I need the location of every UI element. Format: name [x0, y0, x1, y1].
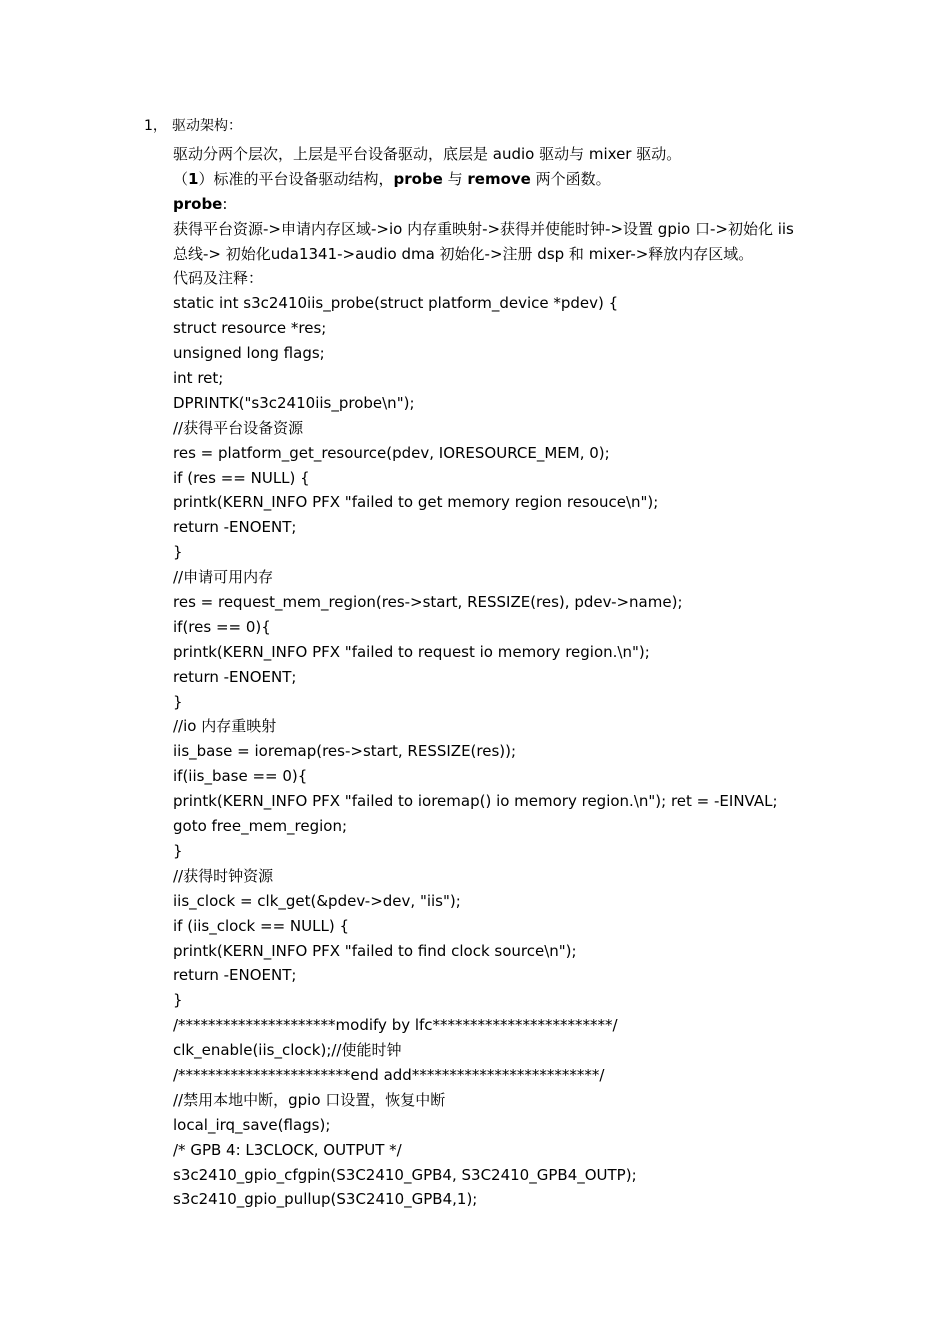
structure-number: 1 — [188, 169, 199, 188]
code-line: printk(KERN_INFO PFX "failed to get memory region resouce\n"); — [173, 493, 659, 512]
code-line: //禁用本地中断，gpio 口设置，恢复中断 — [173, 1090, 446, 1109]
section-heading — [144, 116, 242, 136]
probe-label-text: probe — [173, 194, 223, 213]
code-line: printk(KERN_INFO PFX "failed to find clock source\n"); — [173, 941, 577, 960]
section-title: 驱动架构： — [172, 118, 242, 134]
section-number: 1， — [144, 118, 167, 134]
code-line: } — [173, 841, 183, 860]
code-line: printk(KERN_INFO PFX "failed to ioremap() io memory region.\n"); ret = -EINVAL; — [173, 792, 778, 811]
overview-paragraph: 驱动分两个层次，上层是平台设备驱动，底层是 audio 驱动与 mixer 驱动。 — [173, 145, 682, 163]
structure-remove: remove — [467, 169, 531, 188]
code-line: //获得平台设备资源 — [173, 418, 304, 437]
code-line: local_irq_save(flags); — [173, 1115, 331, 1134]
code-line: iis_base = ioremap(res->start, RESSIZE(res)); — [173, 742, 517, 761]
code-line: /* GPB 4: L3CLOCK, OUTPUT */ — [173, 1140, 402, 1159]
code-line: s3c2410_gpio_cfgpin(S3C2410_GPB4, S3C2410_GPB4_OUTP); — [173, 1165, 637, 1184]
document-body — [173, 142, 823, 1212]
code-line: /***********************end add*************************/ — [173, 1065, 605, 1084]
probe-label-colon: : — [222, 194, 228, 213]
code-line: res = request_mem_region(res->start, RESSIZE(res), pdev->name); — [173, 593, 683, 612]
code-line: /*********************modify by lfc************************/ — [173, 1016, 618, 1035]
structure-probe: probe — [393, 169, 443, 188]
code-line: if(iis_base == 0){ — [173, 767, 308, 786]
code-line: if (res == NULL) { — [173, 468, 310, 487]
code-line: res = platform_get_resource(pdev, IORESOURCE_MEM, 0); — [173, 443, 610, 462]
structure-end: 两个函数。 — [530, 169, 611, 188]
probe-flow-line-1: 获得平台资源->申请内存区域->io 内存重映射->获得并使能时钟->设置 gpio 口->初始化 iis — [173, 219, 794, 238]
code-line: DPRINTK("s3c2410iis_probe\n"); — [173, 393, 415, 412]
code-line: return -ENOENT; — [173, 966, 297, 985]
code-line: //io 内存重映射 — [173, 717, 277, 736]
code-line: printk(KERN_INFO PFX "failed to request io memory region.\n"); — [173, 642, 650, 661]
code-line: int ret; — [173, 369, 224, 388]
probe-flow-line-2: 总线-> 初始化uda1341->audio dma 初始化->注册 dsp 和 mixer->释放内存区域。 — [173, 244, 754, 263]
code-line: //获得时钟资源 — [173, 866, 274, 885]
structure-prefix: （ — [173, 169, 189, 188]
code-line: return -ENOENT; — [173, 518, 297, 537]
structure-paragraph — [173, 167, 823, 192]
code-line: } — [173, 543, 183, 562]
code-line: } — [173, 991, 183, 1010]
code-line: clk_enable(iis_clock);//使能时钟 — [173, 1041, 402, 1060]
structure-and: 与 — [442, 169, 468, 188]
code-line: iis_clock = clk_get(&pdev->dev, "iis"); — [173, 891, 461, 910]
code-label: 代码及注释： — [173, 269, 264, 288]
structure-text: ）标准的平台设备驱动结构， — [198, 169, 394, 188]
code-line: static int s3c2410iis_probe(struct platform_device *pdev) { — [173, 294, 619, 313]
code-line: goto free_mem_region; — [173, 817, 348, 836]
code-line: return -ENOENT; — [173, 667, 297, 686]
code-line: struct resource *res; — [173, 319, 327, 338]
code-line: if(res == 0){ — [173, 617, 271, 636]
code-line: if (iis_clock == NULL) { — [173, 916, 349, 935]
code-block — [173, 291, 823, 1212]
code-line: } — [173, 692, 183, 711]
probe-label — [173, 192, 823, 217]
code-line: //申请可用内存 — [173, 568, 274, 587]
code-line: s3c2410_gpio_pullup(S3C2410_GPB4,1); — [173, 1190, 478, 1209]
code-line: unsigned long flags; — [173, 344, 325, 363]
